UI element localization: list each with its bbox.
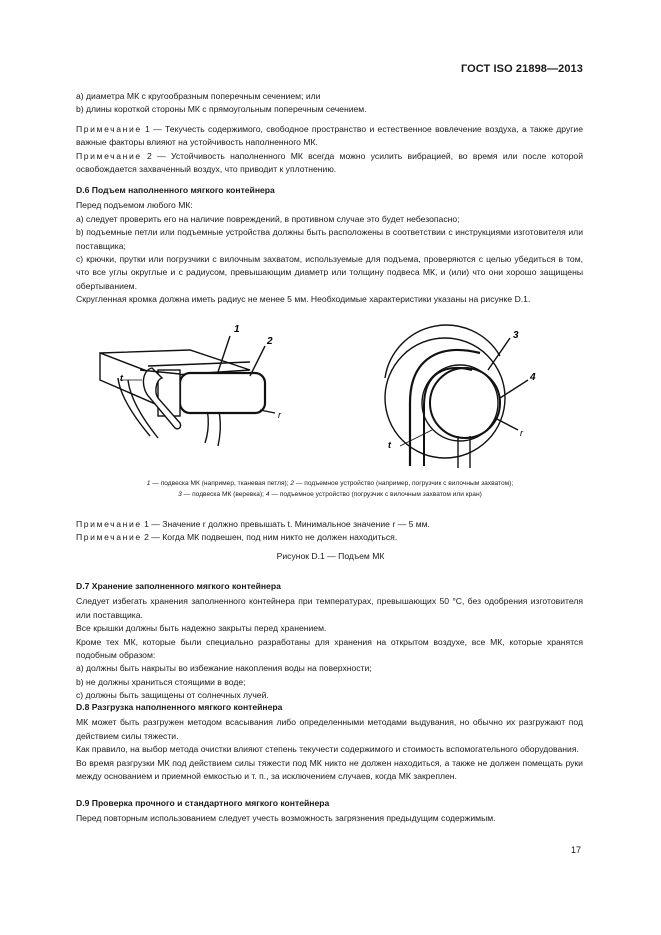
label-3: 3 (513, 330, 519, 341)
fig-note-1 (76, 518, 583, 531)
fig-note-2-text: 2 — Когда МК подвешен, под ним никто не должен находиться. (141, 532, 398, 543)
fig-note-2-label: Примечание (76, 532, 142, 543)
note-2-text: 2 — Устойчивость наполненного МК всегда можно усилить вибрацией, во время или после которой освобождается захваченный воздух, что приводит к уплотнению. (76, 150, 583, 175)
section-d7 (76, 580, 583, 703)
figure-d1 (80, 318, 580, 473)
section-d8 (76, 701, 583, 783)
caption-n3: 3 (178, 491, 182, 498)
d8-p3: Во время разгрузки МК под действием силы тяжести под МК никто не должен находиться, а также не должен помещать руки между основанием и приемной емкостью и т. п., за исключением случаев, когда МК закреплен. (76, 757, 583, 782)
section-d6-heading: D.6 Подъем наполненного мягкого контейнера (76, 185, 275, 195)
label-t-right: t (388, 440, 391, 450)
item-b: b) длины короткой стороны МК с прямоугольным поперечным сечением. (76, 104, 367, 115)
d7-p3: Кроме тех МК, которые были специально разработаны для хранения на открытом воздухе, все МК, которые хранятся подобным образом: (76, 636, 583, 661)
d7-item-b: b) не должны храниться стоящими в воде; (76, 676, 246, 687)
caption-n1: 1 (146, 480, 151, 487)
caption-line-2 (60, 489, 600, 500)
d9-p1: Перед повторным использованием следует учесть возможность загрязнения предыдущим содержимым. (76, 813, 496, 824)
d6-item-a: a) следует проверить его на наличие повреждений, в противном случае это будет небезопасно; (76, 213, 460, 224)
section-d8-heading: D.8 Разгрузка наполненного мягкого контейнера (76, 702, 283, 712)
section-d6 (76, 184, 583, 307)
fig-note-1-text: 1 — Значение r должно превышать t. Минимальное значение r — 5 мм. (141, 519, 430, 529)
caption-text-4: — подъемное устройство (погрузчик с вилочным захватом или кран) (269, 491, 482, 498)
label-4: 4 (530, 372, 536, 383)
page-number: 17 (570, 845, 581, 855)
d6-radius: Скругленная кромка должна иметь радиус не менее 5 мм. Необходимые характеристики указаны на рисунке D.1. (76, 294, 531, 305)
figure-title: Рисунок D.1 — Подъем МК (276, 551, 385, 561)
label-t-left: t (120, 373, 123, 383)
d7-p2: Все крышки должны быть надежно закрыты перед хранением. (76, 623, 327, 634)
note-1-text: 1 — Текучесть содержимого, свободное пространство и естественное вовлечение воздуха, а также другие важные факторы влияют на устойчивость наполненного МК. (76, 123, 583, 148)
caption-n4: 4 (265, 491, 270, 498)
d7-item-a: a) должны быть накрыты во избежание накопления воды на поверхности; (76, 663, 372, 674)
d7-item-c: c) должны быть защищены от солнечных лучей. (76, 690, 269, 701)
d8-p1: МК может быть разгружен методом всасывания либо определенными методами выдувания, но обычно их разгружают под действием силы тяжести. (76, 717, 583, 741)
label-1: 1 (234, 324, 240, 335)
figure-caption (60, 478, 600, 500)
figure-notes (76, 518, 583, 545)
fig-note-2 (76, 531, 583, 544)
item-a: a) диаметра МК с кругообразным поперечным сечением; или (76, 91, 321, 101)
note-1-label: Примечание (76, 123, 142, 134)
label-2: 2 (267, 336, 273, 347)
standard-header: ГОСТ ISO 21898—2013 (460, 63, 583, 75)
fig-note-1-label: Примечание (76, 519, 142, 529)
d8-p2: Как правило, на выбор метода очистки влияют степень текучести содержимого и стоимость вспомогательного оборудования. (76, 744, 579, 755)
section-d7-heading: D.7 Хранение заполненного мягкого контейнера (76, 581, 281, 591)
d6-item-b: b) подъемные петли или подъемные устройства должны быть расположены в соответствии с инструкциями изготовителя или поставщика; (76, 227, 583, 251)
label-r-right: r (520, 428, 523, 438)
caption-line-1 (60, 478, 600, 489)
d7-p1: Следует избегать хранения заполненного контейнера при температурах, превышающих 50 °С, без одобрения изготовителя или поставщика. (76, 596, 583, 620)
note-2-label: Примечание (76, 150, 142, 161)
caption-n2: 2 (290, 480, 295, 487)
caption-text-1: — подвеска МК (например, тканевая петля); (150, 480, 291, 487)
top-block (76, 90, 583, 176)
d6-item-c: c) крючки, прутки или погрузчики с вилочным захватом, используемые для подъема, проверяются с целью убедиться в том, что все углы округлые и с радиусом, превышающим диаметр или толщину подвеса МК, и (или) что они хорошо защищены обертыванием. (76, 254, 583, 291)
right-drawing (385, 325, 528, 468)
note-1 (76, 123, 583, 150)
left-drawing (100, 336, 275, 446)
section-d9 (76, 797, 583, 826)
caption-text-3: — подвеска МК (веревка); (181, 491, 266, 498)
caption-text-2: — подъемное устройство (например, погрузчик с вилочным захватом); (294, 480, 514, 487)
section-d9-heading: D.9 Проверка прочного и стандартного мягкого контейнера (76, 798, 330, 808)
label-r-left: r (278, 410, 281, 420)
note-2 (76, 150, 583, 177)
d6-intro: Перед подъемом любого МК: (76, 200, 193, 211)
